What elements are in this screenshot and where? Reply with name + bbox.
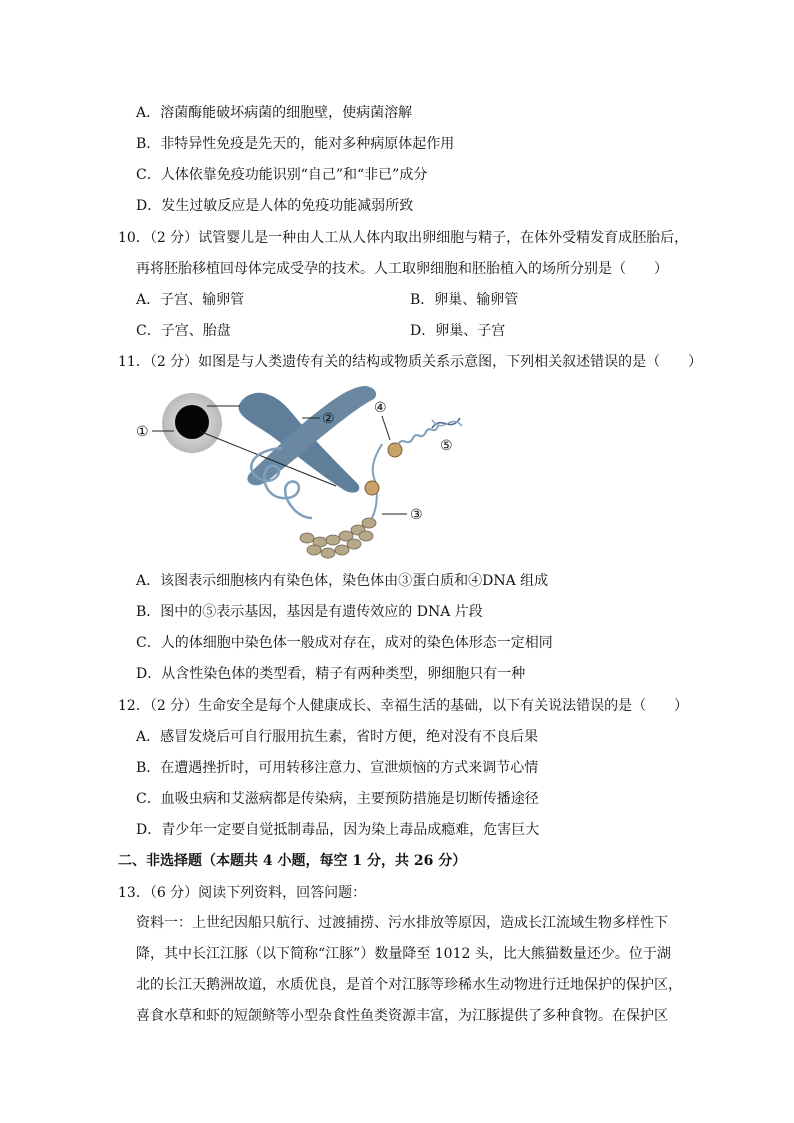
q10-stem-line1: 10．（2 分）试管婴儿是一种由人工从人体内取出卵细胞与精子，在体外受精发育成胚胎后， [118, 230, 689, 246]
q13-paragraph-line3: 北的长江天鹅洲故道，水质优良，是首个对江豚等珍稀水生动物进行迁地保护的保护区， [136, 977, 682, 993]
nucleosome-bead-lower [365, 481, 379, 495]
label-3: ③ [410, 507, 423, 523]
chromosome-shape [239, 386, 377, 493]
q9-option-d: D．发生过敏反应是人体的免疫功能减弱所致 [136, 198, 414, 214]
label-4: ④ [374, 400, 387, 416]
q13-stem: 13．（6 分）阅读下列资料，回答问题： [118, 885, 367, 901]
label-1: ① [136, 424, 149, 440]
q10-option-b: B．卵巢、输卵管 [410, 292, 519, 308]
chromosome-dna-diagram [132, 378, 472, 568]
nucleus-shape [175, 405, 209, 439]
q11-option-c: C．人的体细胞中染色体一般成对存在，成对的染色体形态一定相同 [136, 635, 553, 651]
q12-option-a: A．感冒发烧后可自行服用抗生素，省时方便，绝对没有不良后果 [136, 729, 539, 745]
q10-option-a: A．子宫、输卵管 [136, 292, 245, 308]
q13-paragraph-line4: 喜食水草和虾的短颌鲚等小型杂食性鱼类资源丰富，为江豚提供了多种食物。在保护区 [136, 1008, 668, 1024]
q12-stem: 12．（2 分）生命安全是每个人健康成长、幸福生活的基础，以下有关说法错误的是（ ） [118, 698, 689, 714]
q9-option-c: C．人体依靠免疫功能识别“自己”和“非已”成分 [136, 167, 428, 183]
nucleosome-bead-upper [388, 443, 402, 457]
q11-option-a: A．该图表示细胞核内有染色体，染色体由③蛋白质和④DNA 组成 [136, 573, 549, 589]
q11-option-b: B．图中的⑤表示基因，基因是有遗传效应的 DNA 片段 [136, 604, 483, 620]
q10-option-d: D．卵巢、子宫 [410, 323, 506, 339]
section2-heading: 二、非选择题（本题共 4 小题，每空 1 分，共 26 分） [118, 853, 467, 869]
q12-option-b: B．在遭遇挫折时，可用转移注意力、宣泄烦恼的方式来调节心情 [136, 760, 539, 776]
q12-option-c: C．血吸虫病和艾滋病都是传染病，主要预防措施是切断传播途径 [136, 791, 539, 807]
dna-helix-shape [432, 418, 462, 428]
q10-option-c: C．子宫、胎盘 [136, 323, 231, 339]
nucleosome-cluster [300, 518, 376, 558]
q12-option-d: D．青少年一定要自觉抵制毒品，因为染上毒品成瘾难，危害巨大 [136, 822, 540, 838]
label-5: ⑤ [440, 438, 453, 454]
q13-paragraph-line2: 降，其中长江江豚（以下简称“江豚”）数量降至 1012 头，比大熊猫数量还少。位于湖 [136, 946, 671, 962]
q11-option-d: D．从含性染色体的类型看，精子有两种类型，卵细胞只有一种 [136, 666, 526, 682]
q10-stem-line2: 再将胚胎移植回母体完成受孕的技术。人工取卵细胞和胚胎植入的场所分别是（ ） [136, 261, 668, 277]
q9-option-a: A．溶菌酶能破坏病菌的细胞壁，使病菌溶解 [136, 105, 413, 121]
q9-option-b: B．非特异性免疫是先天的，能对多种病原体起作用 [136, 136, 455, 152]
q11-stem: 11．（2 分）如图是与人类遗传有关的结构或物质关系示意图，下列相关叙述错误的是（ ） [118, 354, 703, 370]
label-2: ② [322, 411, 335, 427]
q13-paragraph-line1: 资料一：上世纪因船只航行、过渡捕捞、污水排放等原因，造成长江流域生物多样性下 [136, 915, 668, 931]
